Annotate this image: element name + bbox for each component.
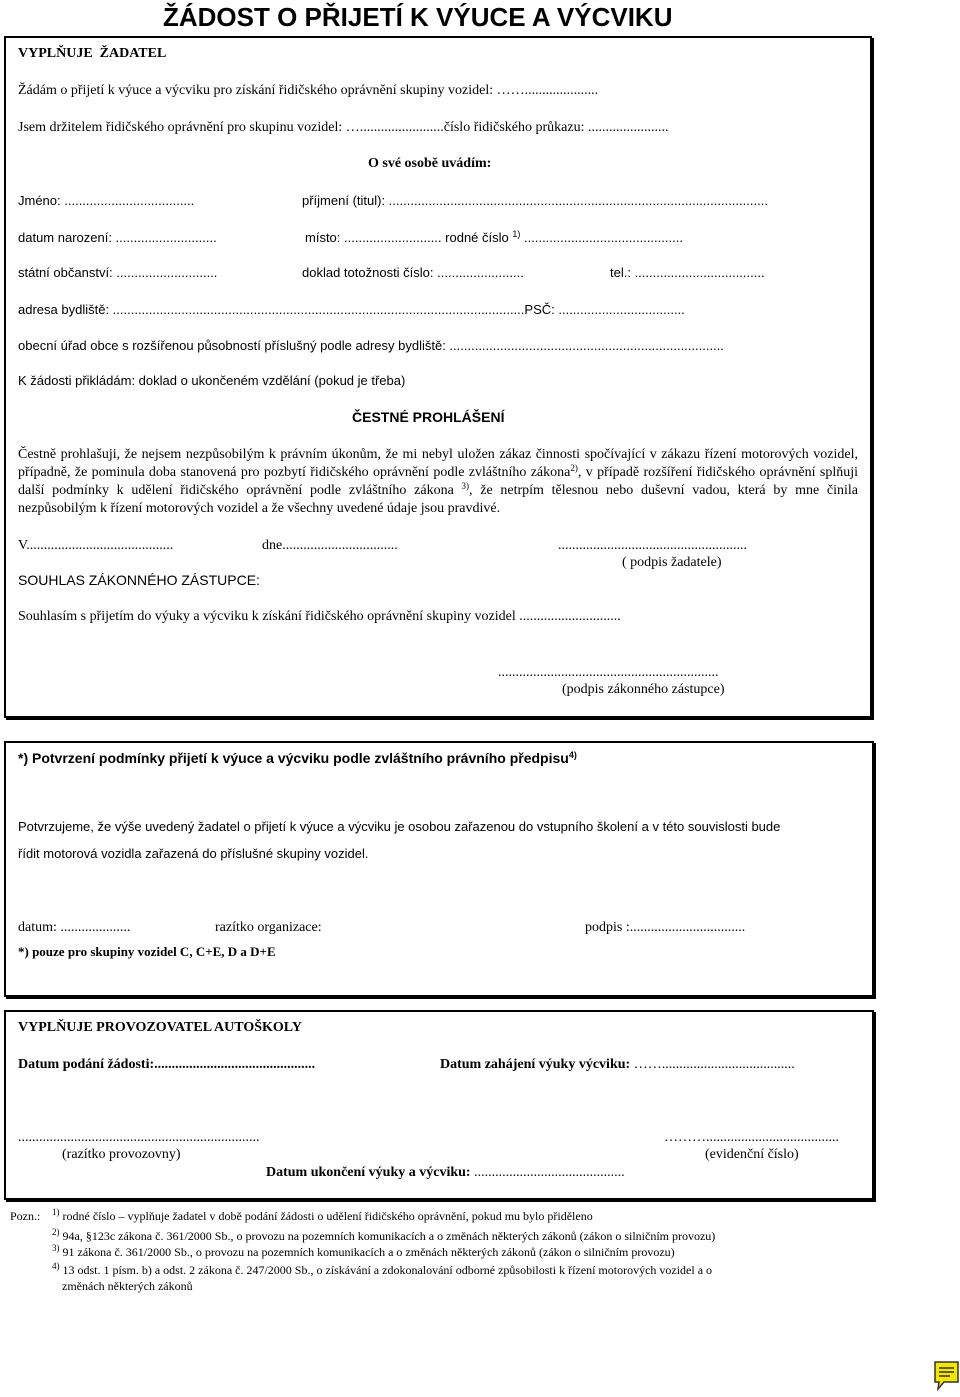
rodne-cislo-dots[interactable]: ............................................ — [524, 230, 683, 245]
submission-date-field[interactable]: Datum podání žádosti:.............................................. — [18, 1057, 316, 1072]
note-3-text: 91 zákona č. 361/2000 Sb., o provozu na pozemních komunikacích a o změnách některých zákonů (zákon o silničním provozu) — [62, 1245, 675, 1259]
confirmation-heading — [18, 750, 577, 766]
note-1 — [52, 1209, 593, 1224]
organization-stamp-label: razítko organizace: — [215, 920, 322, 935]
confirmation-datum-field[interactable]: datum: .................... — [18, 920, 131, 935]
date-field[interactable]: dne................................. — [262, 538, 398, 553]
prikladam-line: K žádosti přikládám: doklad o ukončeném vzdělání (pokud je třeba) — [18, 373, 406, 388]
footnote-ref-2: 2) — [570, 463, 578, 473]
note-4-number: 4) — [52, 1261, 60, 1271]
registration-dots[interactable]: ………...................................... — [664, 1130, 839, 1145]
note-4-text: 13 odst. 1 písm. b) a odst. 2 zákona č. 247/2000 Sb., o získávání a zdokonalování odborné způsobilosti k řízení motorových vozidel a o — [62, 1263, 713, 1277]
prijmeni-field[interactable]: příjmení (titul): ......................................................................................................... — [302, 193, 768, 208]
registration-label: (evidenční číslo) — [705, 1147, 799, 1162]
note-1-number: 1) — [52, 1207, 60, 1217]
applicant-signature-label: ( podpis žadatele) — [622, 555, 722, 570]
guardian-signature-label: (podpis zákonného zástupce) — [562, 682, 725, 697]
footnote-ref-3: 3) — [461, 481, 470, 491]
note-4-continuation: změnách některých zákonů — [62, 1279, 193, 1293]
start-date-dots[interactable]: ……...................................... — [630, 1057, 795, 1072]
school-heading: VYPLŇUJE PROVOZOVATEL AUTOŠKOLY — [18, 1020, 302, 1035]
note-3 — [52, 1245, 675, 1260]
confirmation-line-1: Potvrzujeme, že výše uvedený žadatel o přijetí k výuce a výcviku je osobou zařazenou do vstupního školení a v této souvislosti bude — [18, 819, 781, 834]
request-line[interactable]: Žádám o přijetí k výuce a výcviku pro získání řidičského oprávnění skupiny vozidel: ……..................... — [18, 83, 599, 98]
datum-narozeni-field[interactable]: datum narození: ............................ — [18, 230, 217, 245]
rodne-cislo-label: rodné číslo — [445, 230, 509, 245]
holder-line[interactable]: Jsem držitelem řidičského oprávnění pro skupinu vozidel: …........................číslo řidičského průkazu: ....................... — [18, 120, 669, 135]
note-1-text: rodné číslo – vyplňuje žadatel v době podání žádosti o udělení řidičského oprávnění, pokud mu bylo přiděleno — [62, 1209, 593, 1223]
applicant-signature-line[interactable]: ...................................................... — [558, 538, 747, 553]
footnote-ref-4: 4) — [568, 750, 577, 760]
souhlas-text[interactable]: Souhlasím s přijetím do výuky a výcviku k získání řidičského oprávnění skupiny vozidel ............................. — [18, 609, 621, 624]
confirmation-signature-field[interactable]: podpis :................................. — [585, 920, 746, 935]
start-date-field[interactable] — [440, 1057, 795, 1073]
end-date-label: Datum ukončení výuky a výcviku: — [266, 1165, 471, 1180]
place-field[interactable]: V.......................................... — [18, 538, 174, 553]
note-2 — [52, 1229, 715, 1244]
guardian-signature-line[interactable]: ............................................................... — [498, 665, 719, 680]
notes-label: Pozn.: — [10, 1209, 41, 1223]
souhlas-heading: SOUHLAS ZÁKONNÉHO ZÁSTUPCE: — [18, 572, 260, 588]
start-date-label: Datum zahájení výuky výcviku: — [440, 1057, 631, 1072]
note-4 — [52, 1263, 712, 1278]
cestne-text-3: , že netrpím tělesnou nebo duševní vadou, která by mne činila nezpůsobilým k řízení motorových vozidel a že všechny uvedené údaje jsou pravdivé. — [18, 483, 859, 516]
applicant-heading: VYPLŇUJE ŽADATEL — [18, 46, 167, 61]
cestne-paragraph — [18, 446, 858, 518]
about-heading: O své osobě uvádím: — [368, 156, 492, 171]
end-date-field[interactable] — [266, 1165, 625, 1181]
doklad-field[interactable]: doklad totožnosti číslo: ........................ — [302, 265, 524, 280]
tel-field[interactable]: tel.: .................................... — [610, 265, 765, 280]
stamp-dots[interactable]: ..................................................................... — [18, 1130, 260, 1145]
rodne-cislo-row[interactable] — [305, 230, 683, 245]
rodne-cislo-footnote-ref: 1) — [512, 229, 521, 239]
comment-icon-graphic — [932, 1360, 960, 1392]
cestne-text-1: Čestně prohlašuji, že nejsem nezpůsobilým k právním úkonům, že mi nebyl uložen zákaz činnosti spočívající v zákazu řízení motorových vozidel, případně, že pominula doba stanovená pro pozbytí řidičského oprávnění podle zvláštního zákona — [18, 447, 858, 480]
page-title: ŽÁDOST O PŘIJETÍ K VÝUCE A VÝCVIKU — [163, 2, 673, 32]
note-2-text: 94a, §123c zákona č. 361/2000 Sb., o provozu na pozemních komunikacích a o změnách některých zákonů (zákon o silničním provozu) — [62, 1229, 716, 1243]
adresa-field[interactable]: adresa bydliště: ..................................................................................................................PSČ: ................................... — [18, 302, 685, 317]
obecni-urad-field[interactable]: obecní úřad obce s rozšířenou působností příslušný podle adresy bydliště: ............................................................................ — [18, 338, 724, 353]
note-2-number: 2) — [52, 1227, 60, 1237]
confirmation-heading-text: *) Potvrzení podmínky přijetí k výuce a výcviku podle zvláštního právního předpisu — [18, 750, 569, 766]
cestne-heading: ČESTNÉ PROHLÁŠENÍ — [352, 409, 505, 425]
confirmation-footnote: *) pouze pro skupiny vozidel C, C+E, D a D+E — [18, 944, 276, 959]
misto-field[interactable]: místo: ........................... — [305, 230, 442, 245]
confirmation-line-2: řídit motorová vozidla zařazená do příslušné skupiny vozidel. — [18, 846, 369, 861]
statni-obcanstvi-field[interactable]: státní občanství: ............................ — [18, 265, 218, 280]
jmeno-field[interactable]: Jméno: .................................... — [18, 193, 195, 208]
note-3-number: 3) — [52, 1243, 60, 1253]
end-date-dots[interactable]: ........................................... — [470, 1165, 625, 1180]
comment-icon[interactable] — [932, 1360, 960, 1392]
cestne-text-2: , v případě rozšíření řidičského oprávnění splňuji další podmínky k udělení řidičského oprávnění podle zvláštního zákona — [18, 465, 859, 498]
stamp-label: (razítko provozovny) — [62, 1147, 181, 1162]
